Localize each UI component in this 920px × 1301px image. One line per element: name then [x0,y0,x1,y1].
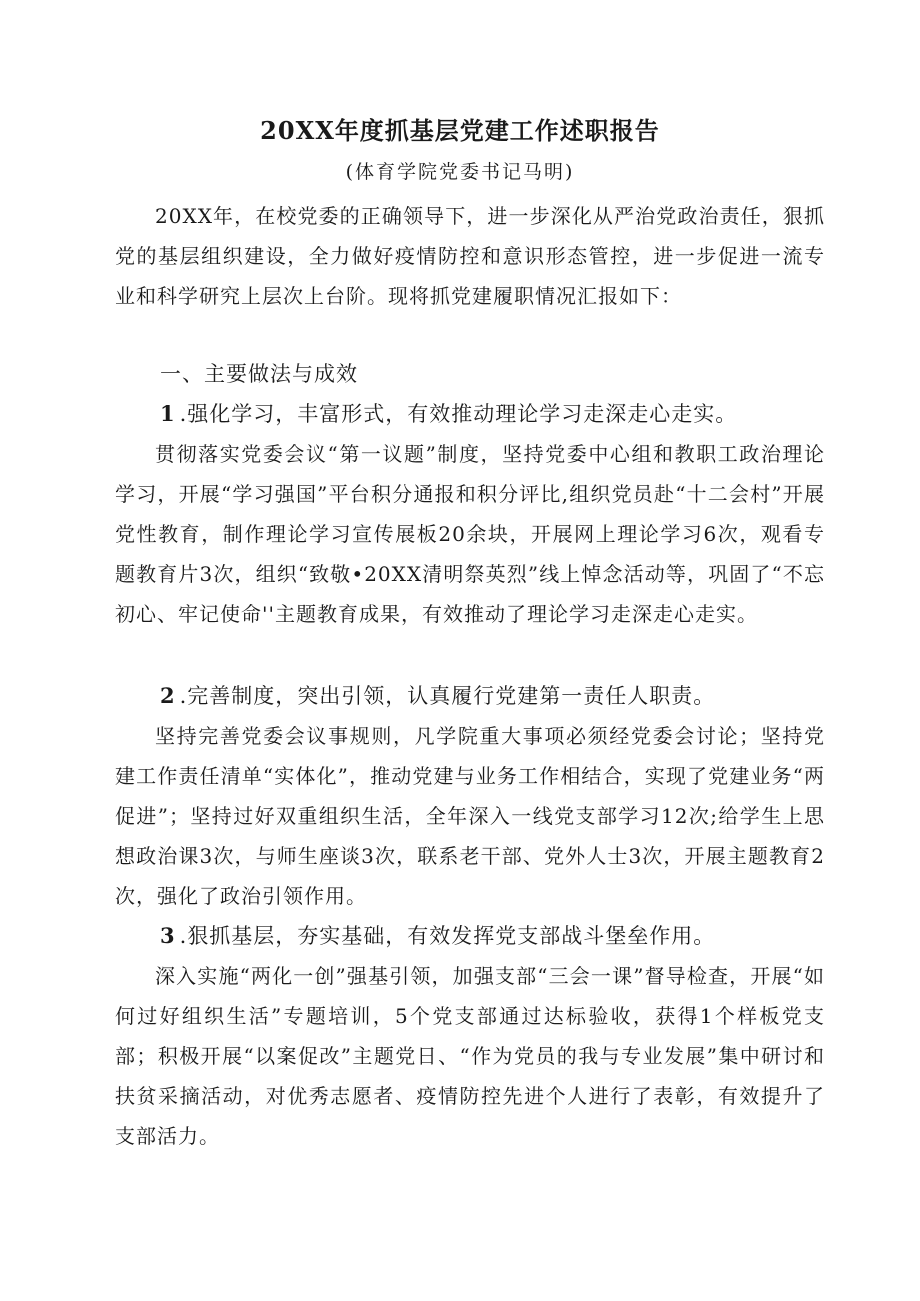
item-number: 3 [160,923,176,948]
section-heading: 一、主要做法与成效 [160,362,358,386]
item-heading-1 [160,394,737,434]
item-heading-text: .完善制度，突出引领，认真履行党建第一责任人职责。 [179,684,716,708]
item-body-3: 深入实施“两化一创”强基引领，加强支部“三会一课”督导检查，开展“如何过好组织生活”专题培训，5个党支部通过达标验收，获得1个样板党支部；积极开展“以案促改”主题党日、“作为党员的我与专业发展”集中研讨和扶贫采摘活动，对优秀志愿者、疫情防控先进个人进行了表彰，有效提升了支部活力。 [115,964,825,1148]
item-heading-text: .强化学习，丰富形式，有效推动理论学习走深走心走实。 [179,402,738,426]
intro-paragraph: 20XX年，在校党委的正确领导下，进一步深化从严治党政治责任，狠抓党的基层组织建设，全力做好疫情防控和意识形态管控，进一步促进一流专业和科学研究上层次上台阶。现将抓党建履职情况汇报如下： [115,204,825,308]
item-body-2: 坚持完善党委会议事规则，凡学院重大事项必须经党委会讨论；坚持党建工作责任清单“实体化”，推动党建与业务工作相结合，实现了党建业务“两促进”；坚持过好双重组织生活，全年深入一线党支部学习12次;给学生上思想政治课3次，与师生座谈3次，联系老干部、党外人士3次，开展主题教育2次，强化了政治引领作用。 [115,724,825,908]
item-heading-3 [160,916,715,956]
item-number: 2 [160,683,176,708]
item-number: 1 [160,401,176,426]
item-body-1: 贯彻落实党委会议“第一议题”制度，坚持党委中心组和教职工政治理论学习，开展“学习强国”平台积分通报和积分评比,组织党员赴“十二会村”开展党性教育，制作理论学习宣传展板20余块，开展网上理论学习6次，观看专题教育片3次，组织“致敬•20XX清明祭英烈”线上悼念活动等，巩固了“不忘初心、牢记使命''主题教育成果，有效推动了理论学习走深走心走实。 [115,442,825,626]
report-title: 20XX年度抓基层党建工作述职报告 [260,116,660,145]
item-heading-2 [160,676,715,716]
item-heading-text: .狠抓基层，夯实基础，有效发挥党支部战斗堡垒作用。 [179,924,716,948]
report-subtitle: (体育学院党委书记马明) [345,161,575,183]
